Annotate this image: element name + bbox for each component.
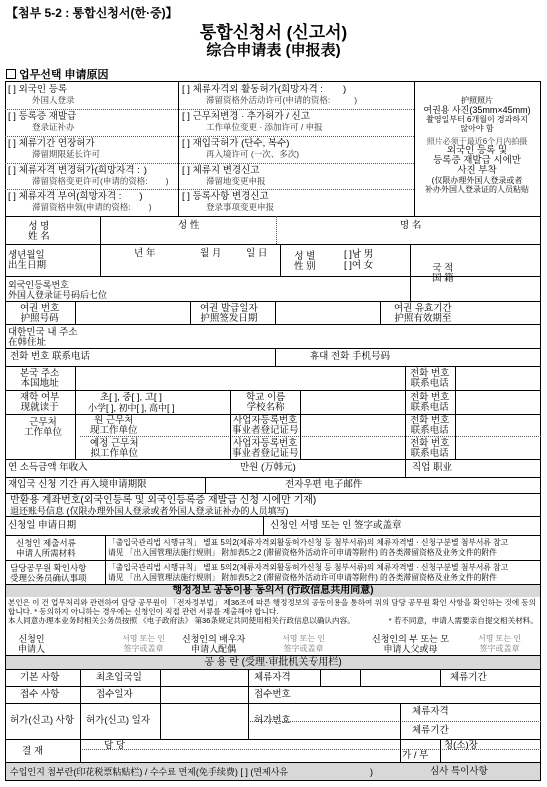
- official-use-title: 공 용 란 (受理·审批机关专用栏): [204, 657, 342, 668]
- new-work-phone-label: 전화 번호 联系电话: [410, 438, 450, 459]
- refund-account-label: 반환용 계좌번호(외국인등록 및 외국인등록증 재발급 신청 시에만 기재): [10, 495, 317, 506]
- new-work-label: 예정 근무처 拟工作单位: [90, 438, 139, 459]
- expiry-label: 여권 유효기간 护照有效期至: [394, 303, 452, 324]
- officer-check-label: 담당공무원 확인사항 受理公务员确认事项: [10, 563, 87, 583]
- section-title: 업무선택 申请原因: [6, 66, 109, 82]
- income-unit: 만원 (万韩元): [240, 462, 296, 473]
- special-notes-label: 심사 특이사항: [430, 766, 488, 777]
- permit-date-label: 허가(신고) 일자: [86, 715, 151, 726]
- service-option-info-change[interactable]: [ ] 등록사항 변경신고 登录事项变更申报: [182, 191, 275, 212]
- officer-text-ko: 「출입국관리법 시행규칙」 별표 5의2(체류자격외활동허가신청 등 첨부서류)의 체류자격별 · 신청구분별 첨부서류 참고: [108, 563, 509, 572]
- documents-label: 신청인 제출서류 申请人所需材料: [16, 538, 76, 558]
- phone-label: 전화 번호 联系电话: [10, 351, 90, 362]
- fee-end-bracket: ): [370, 767, 373, 777]
- apply-date-label: 신청일 申请日期: [8, 520, 77, 531]
- form-title-korean: 통합신청서 (신고서): [199, 23, 348, 42]
- status-label: 체류자격: [254, 672, 291, 683]
- permit-no-label: 허가번호: [254, 715, 291, 726]
- service-option-residence-change[interactable]: [ ] 체류지 변경신고 滞留地变更申报: [182, 165, 266, 186]
- officer-label: 담 당: [104, 740, 125, 751]
- approve-label[interactable]: 가 / 부: [402, 750, 429, 761]
- permit-period-label: 체류기간: [412, 725, 449, 736]
- chief-label: 청(소)장: [444, 740, 478, 751]
- given-name-label: 명 名: [400, 220, 422, 231]
- sex-label: 성 별 性 别: [294, 251, 316, 272]
- service-option-extra-activity[interactable]: [ ] 체류자격외 활동허가(희망자격 : ) 滞留资格外活动许可(申请的资格: ): [182, 84, 358, 105]
- permit-label: 허가(신고) 사항: [10, 715, 75, 726]
- school-level-options-zh[interactable]: 小学[ ], 初中[ ], 高中[ ]: [88, 403, 175, 413]
- period-label: 체류기간: [450, 672, 487, 683]
- passport-no-label: 여권 번호 护照号码: [20, 303, 60, 324]
- day-label: 일 日: [246, 248, 268, 259]
- home-phone-label: 전화 번호 联系电话: [410, 368, 450, 389]
- issue-date-label: 여권 발급일자 护照签发日期: [200, 303, 258, 324]
- service-option-workplace-change[interactable]: [ ] 근무처변경 · 추가허가 / 신고 工作单位变更 · 添加许可 / 申报: [182, 111, 323, 132]
- female-checkbox[interactable]: [ ]여 女: [344, 260, 374, 271]
- mobile-label: 휴대 전화 手机号码: [310, 351, 390, 362]
- birth-label: 생년월일 出生日期: [8, 250, 47, 271]
- consent-note: * 若不同意，申请人需要亲自提交相关材料。: [388, 616, 538, 625]
- receipt-label: 접수 사항: [20, 689, 60, 700]
- service-option-card-reissue[interactable]: [ ] 등록증 재발급 登录证补办: [8, 111, 77, 132]
- form-title-chinese: 综合申请表 (申报表): [206, 42, 341, 59]
- receipt-date-label: 접수일자: [96, 689, 133, 700]
- permit-status-label: 체류자격: [412, 706, 449, 717]
- school-name-label: 학교 이름 学校名称: [246, 392, 286, 413]
- consent-text-ko: 본인은 이 건 업무처리와 관련하여 담당 공무원이 「전자정부법」 제36조에 따른 행정정보의 공동이용을 통하여 위의 담당 공무원 확인 사항을 확인하는 것에 동의합니다. * 동의하지 아니하는 경우에는 신청인이 직접 관련 서류를 제출해야 합니다.: [8, 598, 536, 616]
- documents-text-zh: 请见 「出入国管理法施行规则」 附加表5之2 (滞留资格外活动许可申请等附件) 的各类滞留资格及业务文件的附件: [108, 548, 497, 557]
- service-option-status-change[interactable]: [ ] 체류자격 변경허가(희망자격 : ) 滞留资格变更许可(申请的资格: ): [8, 165, 169, 186]
- income-label: 연 소득금액 年收入: [8, 462, 88, 473]
- first-entry-label: 최초입국일: [96, 672, 142, 683]
- officer-text-zh: 请见 「出入国管理法施行规则」 附加表5之2 (滞留资格外活动许可申请等附件) 的各类滞留资格及业务文件的附件: [108, 573, 497, 582]
- biz-no-new-label: 사업자등록번호 事业者登记证号: [232, 438, 299, 459]
- parent-label: 신청인의 부 또는 모 申请人父或母: [372, 634, 450, 654]
- service-option-status-grant[interactable]: [ ] 체류자격 부여(희망자격 : ) 滞留资格申领(申请的资格: ): [8, 191, 152, 212]
- parent-signature[interactable]: 서명 또는 인 签字或盖章: [478, 634, 522, 653]
- service-option-reentry[interactable]: [ ] 재입국허가 (단수, 복수) 再入境许可 (一次、多次): [182, 138, 300, 159]
- workplace-label: 근무처 工作单位: [24, 417, 63, 438]
- signature-label: 신청인 서명 또는 인 签字或盖章: [270, 520, 402, 531]
- reg-no-label: 외국인등록번호 外国人登录证号码后七位: [8, 280, 108, 300]
- work-phone-label: 전화 번호 联系电话: [410, 415, 450, 436]
- current-work-label: 원 근무처 现工作单位: [90, 415, 138, 436]
- school-phone-label: 전화 번호 联系电话: [410, 392, 450, 413]
- email-label: 전자우편 电子邮件: [285, 479, 363, 490]
- nationality-label: 국 적 国 籍: [432, 263, 454, 284]
- service-option-registration[interactable]: [ ] 외국인 등록 外国人登录: [8, 84, 75, 105]
- school-status-label: 재학 여부 现就读于: [20, 392, 60, 413]
- decision-label: 결 재: [22, 746, 43, 757]
- receipt-no-label: 접수번호: [254, 689, 291, 700]
- documents-text-ko: 「출입국관리법 시행규칙」 별표 5의2(체류자격외활동허가신청 등 첨부서류)의 체류자격별 · 신청구분별 첨부서류 참고: [108, 538, 509, 547]
- square-icon: [6, 69, 16, 79]
- surname-label: 성 性: [178, 220, 200, 231]
- service-option-extension[interactable]: [ ] 체류기간 연장허가 滞留期限延长许可: [8, 138, 101, 159]
- document-header: 【첨부 5-2 : 통합신청서(한·중)】: [6, 6, 178, 20]
- school-level-options[interactable]: 초[ ], 중[ ], 고[ ]: [100, 392, 162, 403]
- spouse-label: 신청인의 배우자 申请人配偶: [182, 634, 246, 654]
- refund-account-label-zh: 退还账号信息 (仅限办理外国人登录或者外国人登录证补办的人员填写): [10, 506, 289, 516]
- applicant-signature[interactable]: 서명 또는 인 签字或盖章: [122, 634, 166, 653]
- consent-text-zh: 本人同意办理本业务时相关公务员按照 《电子政府法》 第36条规定共同使用相关行政信息以确认内容。: [8, 616, 355, 625]
- spouse-signature[interactable]: 서명 또는 인 签字或盖章: [282, 634, 326, 653]
- biz-no-current-label: 사업자등록번호 事业者登记证号: [232, 415, 299, 436]
- applicant-label: 신청인 申请人: [18, 634, 46, 654]
- photo-box[interactable]: 护照照片 여권용 사진(35mm×45mm) 촬영일부터 6개월이 경과하지 않아야 함 照片必须于最近6个月内拍摄 외국인 등록 및 등록증 재발급 시에만 사진 부착 (仅限办理外国人登录或者 补办外国人登录证的人员粘贴: [423, 96, 531, 194]
- male-checkbox[interactable]: [ ]남 男: [344, 249, 374, 260]
- address-label: 대한민국 내 주소 在韩住址: [8, 327, 78, 348]
- home-address-label: 본국 주소 本国地址: [20, 368, 60, 389]
- year-label: 년 年: [134, 248, 156, 259]
- basic-info-label: 기본 사항: [20, 672, 60, 683]
- job-label: 직업 职业: [412, 462, 452, 473]
- reentry-period-label: 재입국 신청 기간 再入境申请期限: [8, 479, 147, 490]
- month-label: 월 月: [200, 248, 222, 259]
- name-label: 성 명 姓 名: [28, 221, 50, 242]
- fee-stamp-label: 수입인지 첨부란(印花税票粘贴栏) / 수수료 면제(免手续费) [ ] (면제사유: [10, 767, 289, 777]
- consent-title: 행정정보 공동이용 동의서 (行政信息共用同意): [172, 585, 374, 596]
